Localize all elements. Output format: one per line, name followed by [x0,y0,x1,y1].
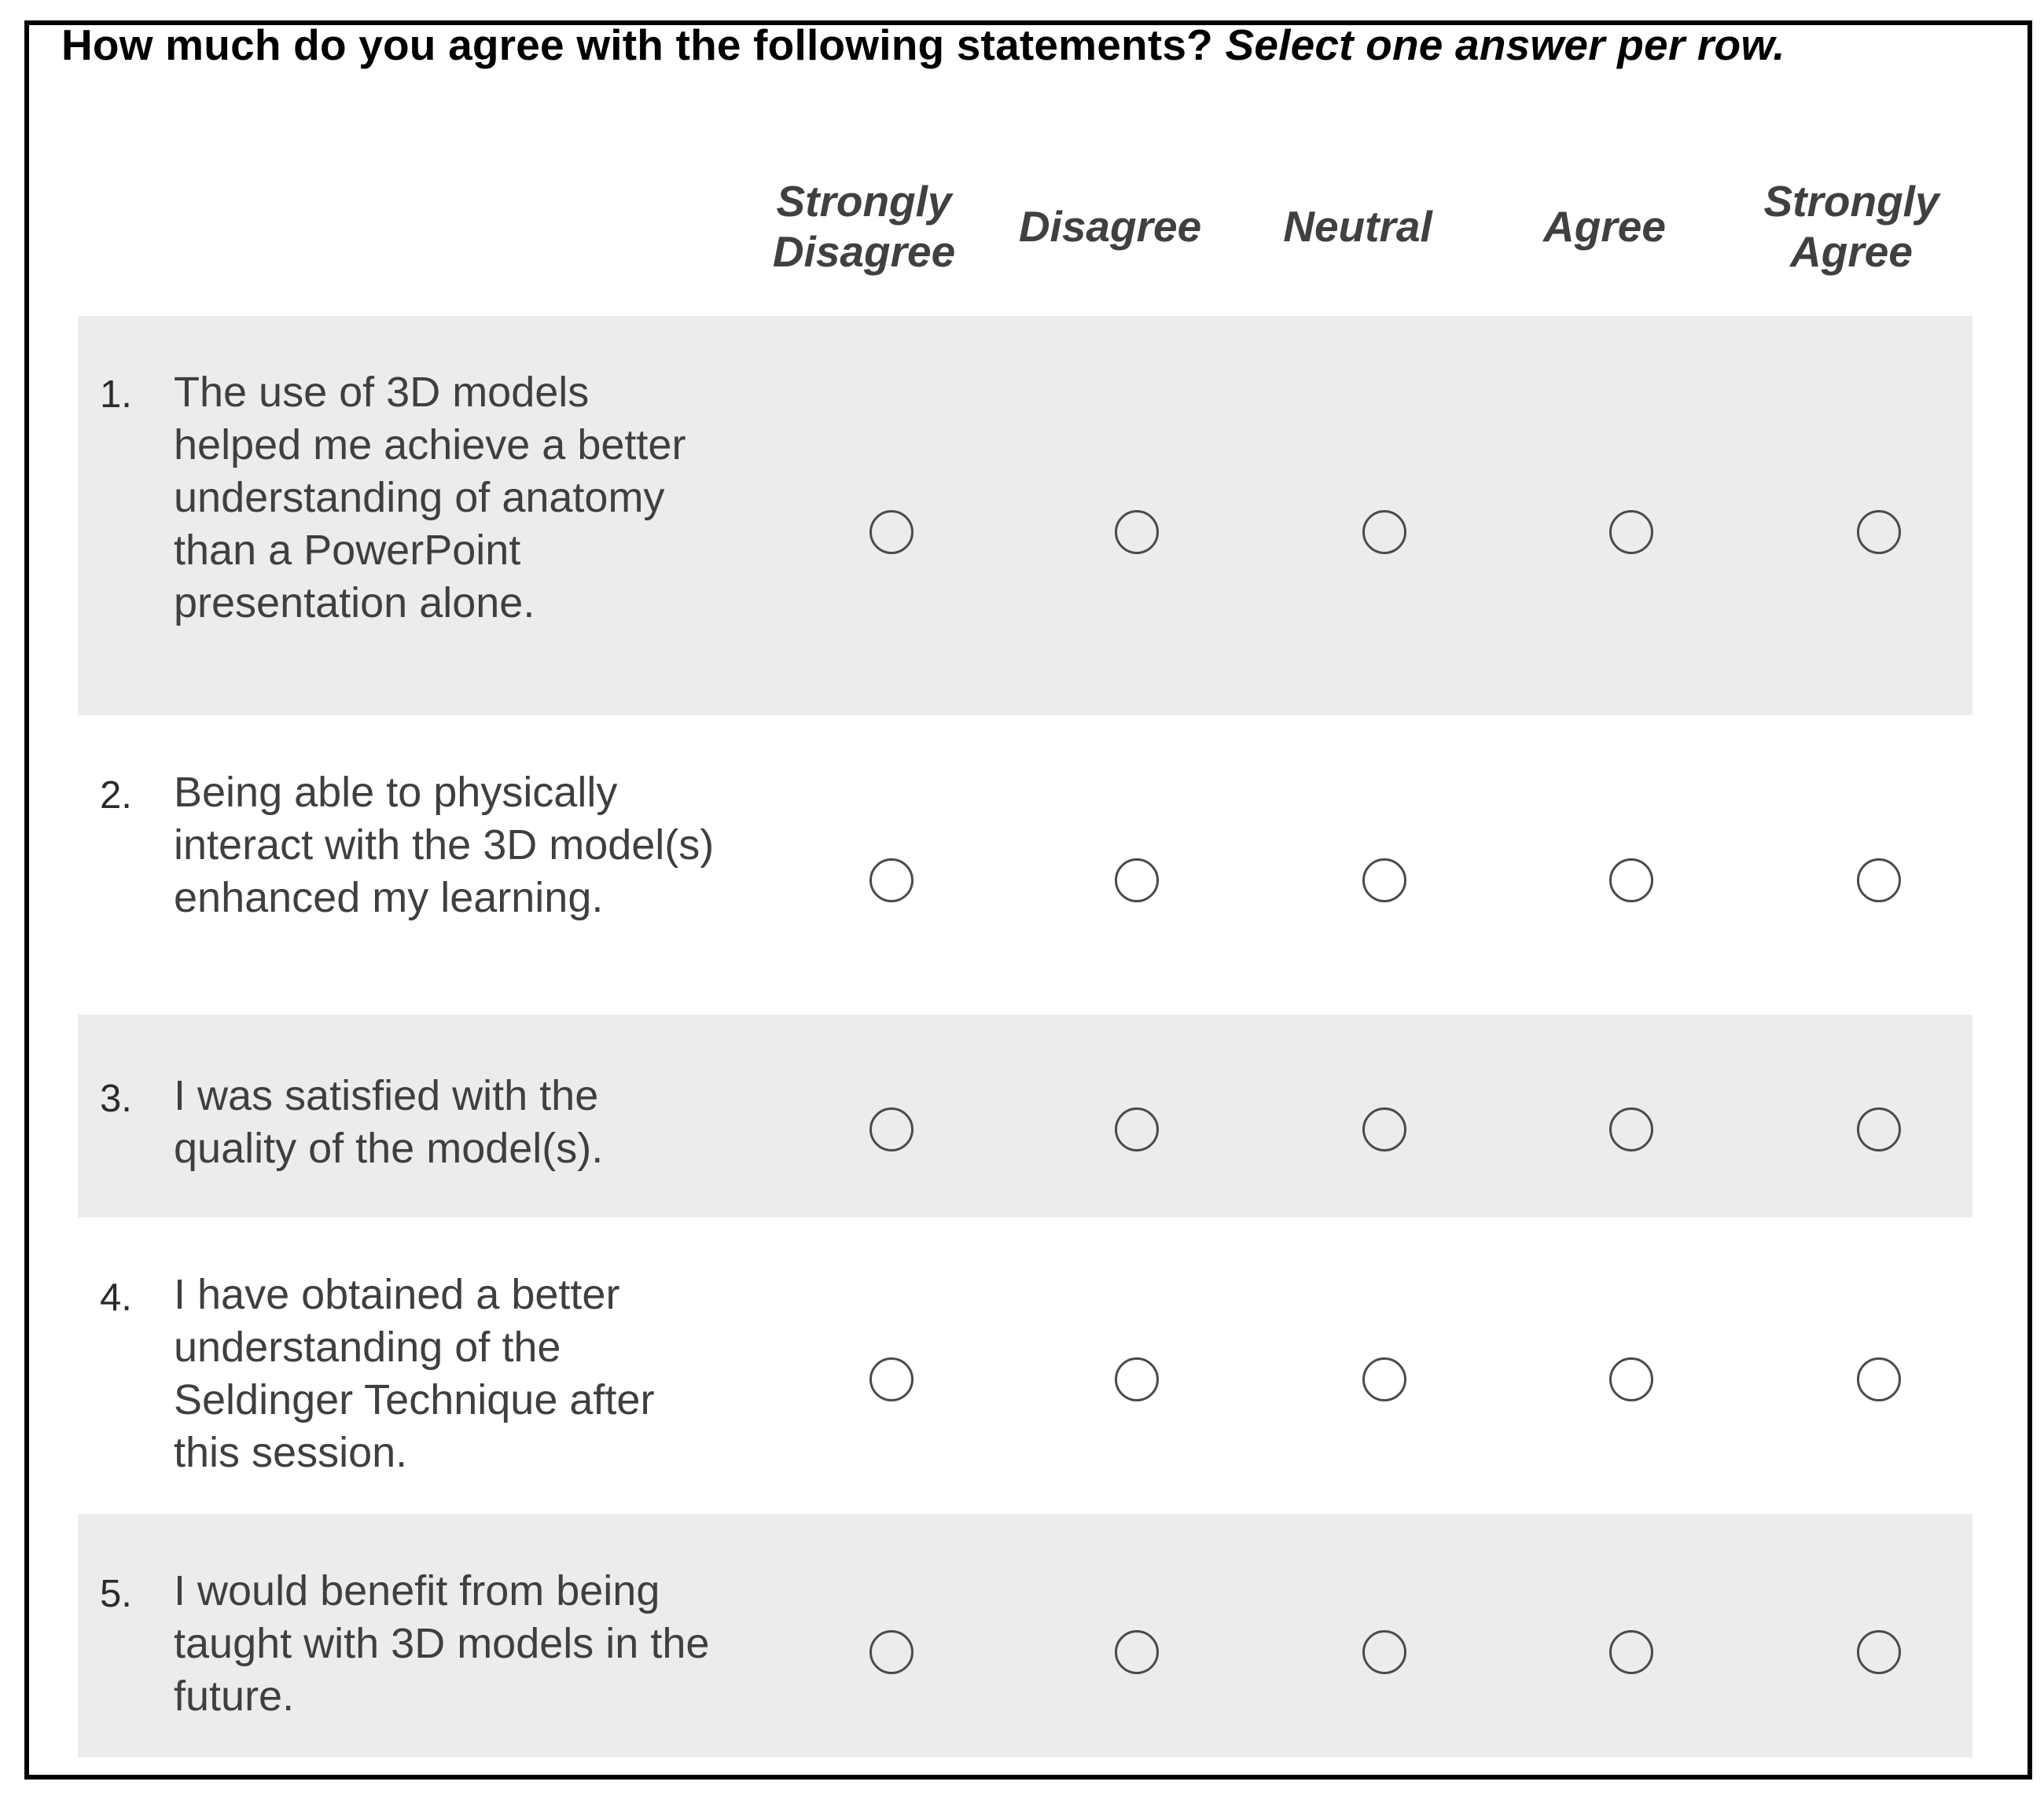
radio-row2-strongly-disagree[interactable] [869,858,914,902]
radio-row5-strongly-agree[interactable] [1857,1630,1901,1674]
question-text: How much do you agree with the following statements? [61,20,1213,69]
radio-row2-strongly-agree[interactable] [1857,858,1901,902]
statement-text: The use of 3D models helped me achieve a better understanding of anatomy than a PowerPoint presentation alone. [174,369,686,626]
radio-row1-disagree[interactable] [1115,510,1159,554]
row-number: 3. [100,1078,132,1120]
radio-row4-strongly-disagree[interactable] [869,1357,914,1401]
radio-row3-strongly-disagree[interactable] [869,1107,914,1151]
radio-row4-disagree[interactable] [1115,1357,1159,1401]
statement-text: I would benefit from being taught with 3D models in the future. [174,1567,710,1720]
row-number: 5. [100,1573,132,1615]
radio-row2-disagree[interactable] [1115,858,1159,902]
question-prompt [61,20,1785,70]
radio-row2-neutral[interactable] [1362,858,1406,902]
radio-row4-agree[interactable] [1609,1357,1653,1401]
radio-row3-disagree[interactable] [1115,1107,1159,1151]
radio-row1-agree[interactable] [1609,510,1653,554]
column-header-disagree: Disagree [1018,202,1202,251]
row-number: 4. [100,1276,132,1319]
radio-row5-neutral[interactable] [1362,1630,1406,1674]
radio-row3-neutral[interactable] [1362,1107,1406,1151]
column-header-strongly-disagree: Strongly Disagree [772,177,956,276]
row-number: 2. [100,774,132,817]
column-header-agree: Agree [1543,202,1666,251]
statement-text: Being able to physically interact with the 3D model(s) enhanced my learning. [174,769,715,921]
radio-row5-disagree[interactable] [1115,1630,1159,1674]
radio-row1-strongly-disagree[interactable] [869,510,914,554]
radio-row4-strongly-agree[interactable] [1857,1357,1901,1401]
row-number: 1. [100,373,132,416]
radio-row4-neutral[interactable] [1362,1357,1406,1401]
radio-row1-strongly-agree[interactable] [1857,510,1901,554]
radio-row3-strongly-agree[interactable] [1857,1107,1901,1151]
statement-text: I have obtained a better understanding of the Seldinger Technique after this session. [174,1271,655,1476]
column-header-neutral: Neutral [1283,202,1432,251]
radio-row3-agree[interactable] [1609,1107,1653,1151]
statement-text: I was satisfied with the quality of the model(s). [174,1072,604,1172]
question-instruction: Select one answer per row. [1225,20,1785,69]
radio-row5-agree[interactable] [1609,1630,1653,1674]
radio-row2-agree[interactable] [1609,858,1653,902]
radio-row1-neutral[interactable] [1362,510,1406,554]
radio-row5-strongly-disagree[interactable] [869,1630,914,1674]
column-header-strongly-agree: Strongly Agree [1763,177,1939,276]
